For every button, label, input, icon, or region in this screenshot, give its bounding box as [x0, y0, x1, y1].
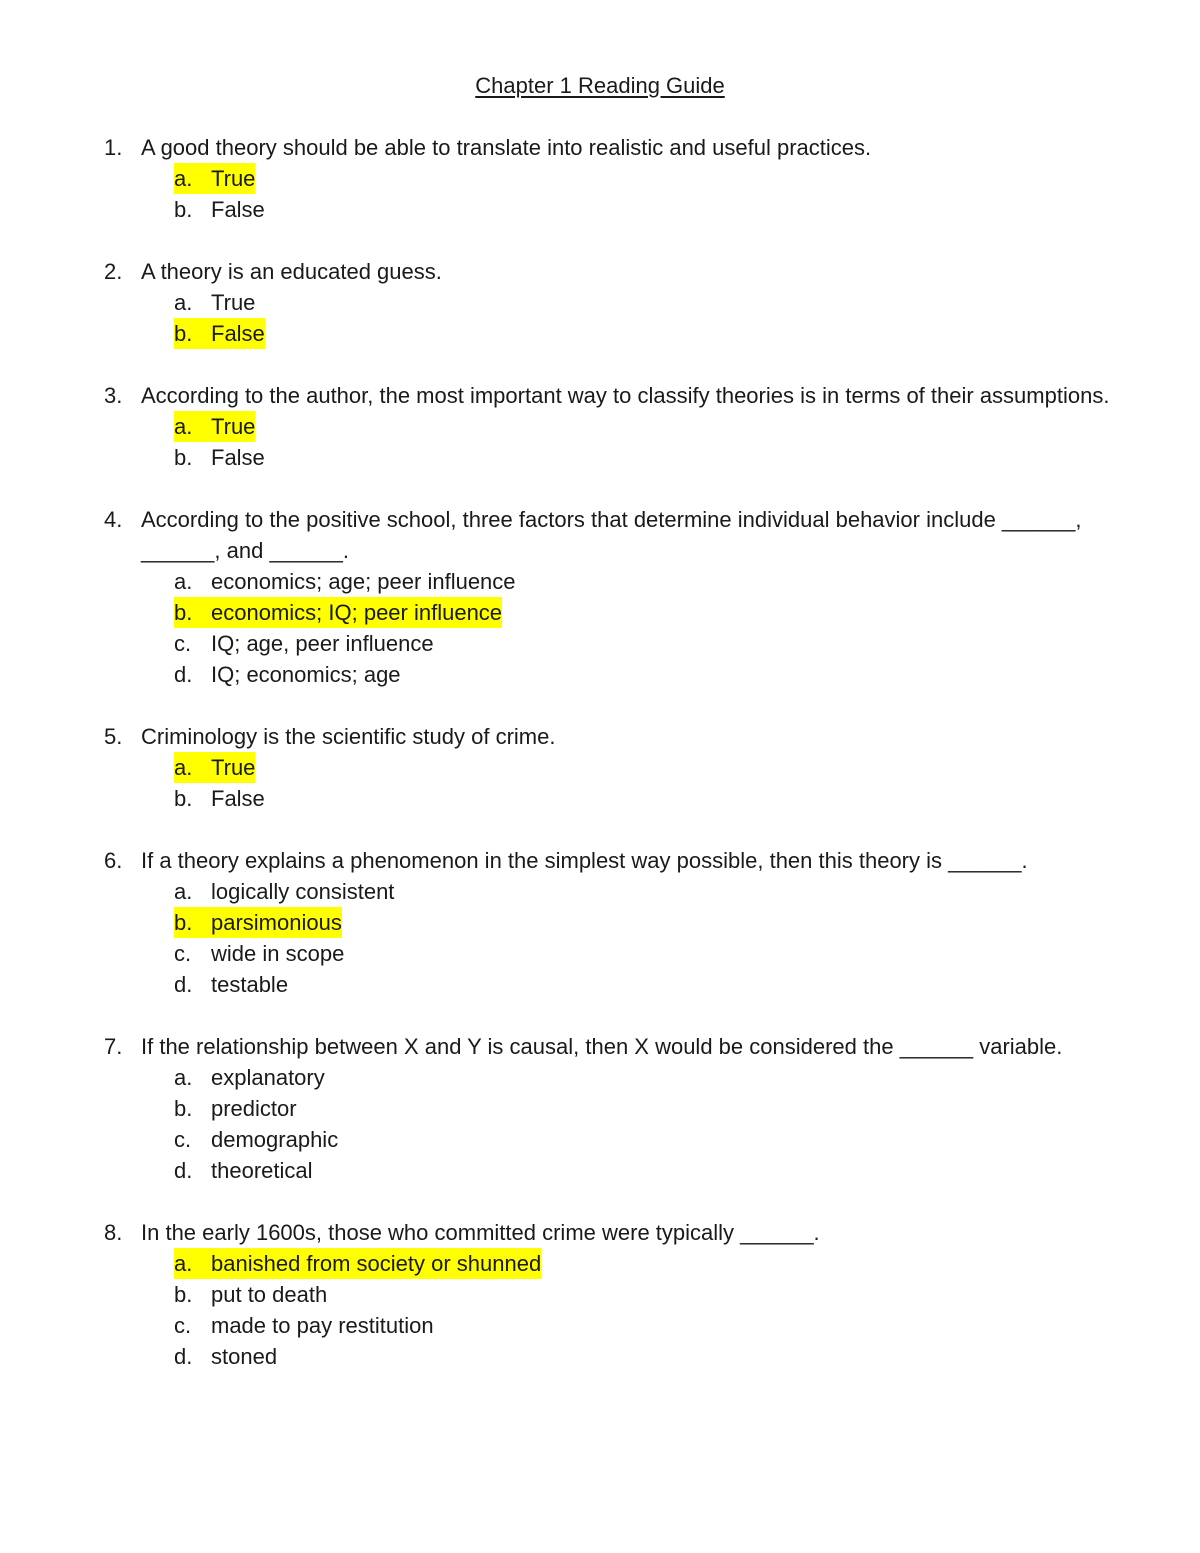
- question-number: 6.: [104, 848, 123, 873]
- question-1-option-a: [0, 163, 1200, 194]
- answer-options: [0, 566, 1200, 690]
- question-2-option-b: [0, 318, 1200, 349]
- correct-answer-highlight: [174, 1248, 541, 1279]
- option-letter: a.: [174, 569, 193, 594]
- question-7-option-b: [0, 1093, 1200, 1124]
- question-3-option-b: [0, 442, 1200, 473]
- option-letter: d.: [174, 1158, 193, 1183]
- question-3-option-a: [0, 411, 1200, 442]
- option-letter: c.: [174, 631, 192, 656]
- question-text: If a theory explains a phenomenon in the simplest way possible, then this theory is ______.: [141, 848, 1028, 873]
- correct-answer-highlight: [174, 411, 255, 442]
- question-list: [0, 132, 1200, 1403]
- question-2-option-a: [0, 287, 1200, 318]
- question-4: [0, 504, 1200, 690]
- question-5: [0, 721, 1200, 814]
- question-6: [0, 845, 1200, 1000]
- option-letter: d.: [174, 972, 193, 997]
- answer-options: [0, 752, 1200, 814]
- option-text: IQ; economics; age: [211, 662, 401, 687]
- question-4-option-d: [0, 659, 1200, 690]
- option-letter: b.: [174, 786, 193, 811]
- option-letter: b.: [174, 1282, 193, 1307]
- question-number: 4.: [104, 507, 123, 532]
- question-6-option-a: [0, 876, 1200, 907]
- question-6-option-d: [0, 969, 1200, 1000]
- option-text: put to death: [211, 1282, 328, 1307]
- option-text: IQ; age, peer influence: [211, 631, 434, 656]
- option-text: economics; IQ; peer influence: [211, 600, 503, 625]
- question-5-option-a: [0, 752, 1200, 783]
- question-8: [0, 1217, 1200, 1372]
- question-number: 8.: [104, 1220, 123, 1245]
- option-letter: a.: [174, 1065, 193, 1090]
- question-2: [0, 256, 1200, 349]
- option-letter: b.: [174, 600, 193, 625]
- question-3: [0, 380, 1200, 473]
- answer-options: [0, 411, 1200, 473]
- option-letter: c.: [174, 1313, 192, 1338]
- question-number: 5.: [104, 724, 123, 749]
- option-letter: b.: [174, 445, 193, 470]
- question-number: 2.: [104, 259, 123, 284]
- correct-answer-highlight: [174, 163, 255, 194]
- question-6-option-b: [0, 907, 1200, 938]
- option-letter: a.: [174, 879, 193, 904]
- option-text: demographic: [211, 1127, 339, 1152]
- option-letter: a.: [174, 414, 193, 439]
- option-letter: b.: [174, 321, 193, 346]
- option-text: theoretical: [211, 1158, 313, 1183]
- question-8-option-d: [0, 1341, 1200, 1372]
- question-number: 3.: [104, 383, 123, 408]
- option-letter: c.: [174, 941, 192, 966]
- question-text: A good theory should be able to translate into realistic and useful practices.: [141, 135, 872, 160]
- correct-answer-highlight: [174, 752, 255, 783]
- option-text: False: [211, 786, 265, 811]
- question-4-option-c: [0, 628, 1200, 659]
- option-letter: c.: [174, 1127, 192, 1152]
- option-text: False: [211, 321, 265, 346]
- answer-options: [0, 287, 1200, 349]
- option-text: parsimonious: [211, 910, 342, 935]
- option-text: predictor: [211, 1096, 297, 1121]
- option-letter: a.: [174, 290, 193, 315]
- correct-answer-highlight: [174, 907, 342, 938]
- option-letter: b.: [174, 197, 193, 222]
- question-1: [0, 132, 1200, 225]
- question-7-option-c: [0, 1124, 1200, 1155]
- option-text: made to pay restitution: [211, 1313, 434, 1338]
- answer-options: [0, 163, 1200, 225]
- question-8-option-c: [0, 1310, 1200, 1341]
- option-letter: b.: [174, 1096, 193, 1121]
- option-text: False: [211, 445, 265, 470]
- page-title: Chapter 1 Reading Guide: [475, 73, 725, 98]
- question-text: According to the author, the most important way to classify theories is in terms of their assumptions.: [141, 383, 1110, 408]
- option-letter: a.: [174, 1251, 193, 1276]
- answer-options: [0, 1062, 1200, 1186]
- answer-options: [0, 1248, 1200, 1372]
- question-7: [0, 1031, 1200, 1186]
- answer-options: [0, 876, 1200, 1000]
- option-text: wide in scope: [211, 941, 345, 966]
- question-number: 7.: [104, 1034, 123, 1059]
- option-text: logically consistent: [211, 879, 395, 904]
- question-text: In the early 1600s, those who committed crime were typically ______.: [141, 1220, 820, 1245]
- option-letter: a.: [174, 166, 193, 191]
- correct-answer-highlight: [174, 318, 265, 349]
- question-text: According to the positive school, three factors that determine individual behavior include ______, ______, and ______.: [141, 507, 1082, 563]
- question-8-option-a: [0, 1248, 1200, 1279]
- correct-answer-highlight: [174, 597, 502, 628]
- option-text: explanatory: [211, 1065, 325, 1090]
- option-text: banished from society or shunned: [211, 1251, 542, 1276]
- question-text: Criminology is the scientific study of crime.: [141, 724, 556, 749]
- option-text: False: [211, 197, 265, 222]
- option-letter: d.: [174, 1344, 193, 1369]
- question-1-option-b: [0, 194, 1200, 225]
- question-4-option-a: [0, 566, 1200, 597]
- question-text: If the relationship between X and Y is causal, then X would be considered the ______ variable.: [141, 1034, 1063, 1059]
- question-7-option-d: [0, 1155, 1200, 1186]
- option-text: True: [211, 290, 256, 315]
- option-text: testable: [211, 972, 289, 997]
- question-5-option-b: [0, 783, 1200, 814]
- option-text: True: [211, 755, 256, 780]
- option-text: True: [211, 166, 256, 191]
- option-text: stoned: [211, 1344, 278, 1369]
- question-6-option-c: [0, 938, 1200, 969]
- question-7-option-a: [0, 1062, 1200, 1093]
- option-letter: d.: [174, 662, 193, 687]
- option-letter: b.: [174, 910, 193, 935]
- option-letter: a.: [174, 755, 193, 780]
- question-8-option-b: [0, 1279, 1200, 1310]
- option-text: True: [211, 414, 256, 439]
- question-text: A theory is an educated guess.: [141, 259, 442, 284]
- question-4-option-b: [0, 597, 1200, 628]
- option-text: economics; age; peer influence: [211, 569, 516, 594]
- question-number: 1.: [104, 135, 123, 160]
